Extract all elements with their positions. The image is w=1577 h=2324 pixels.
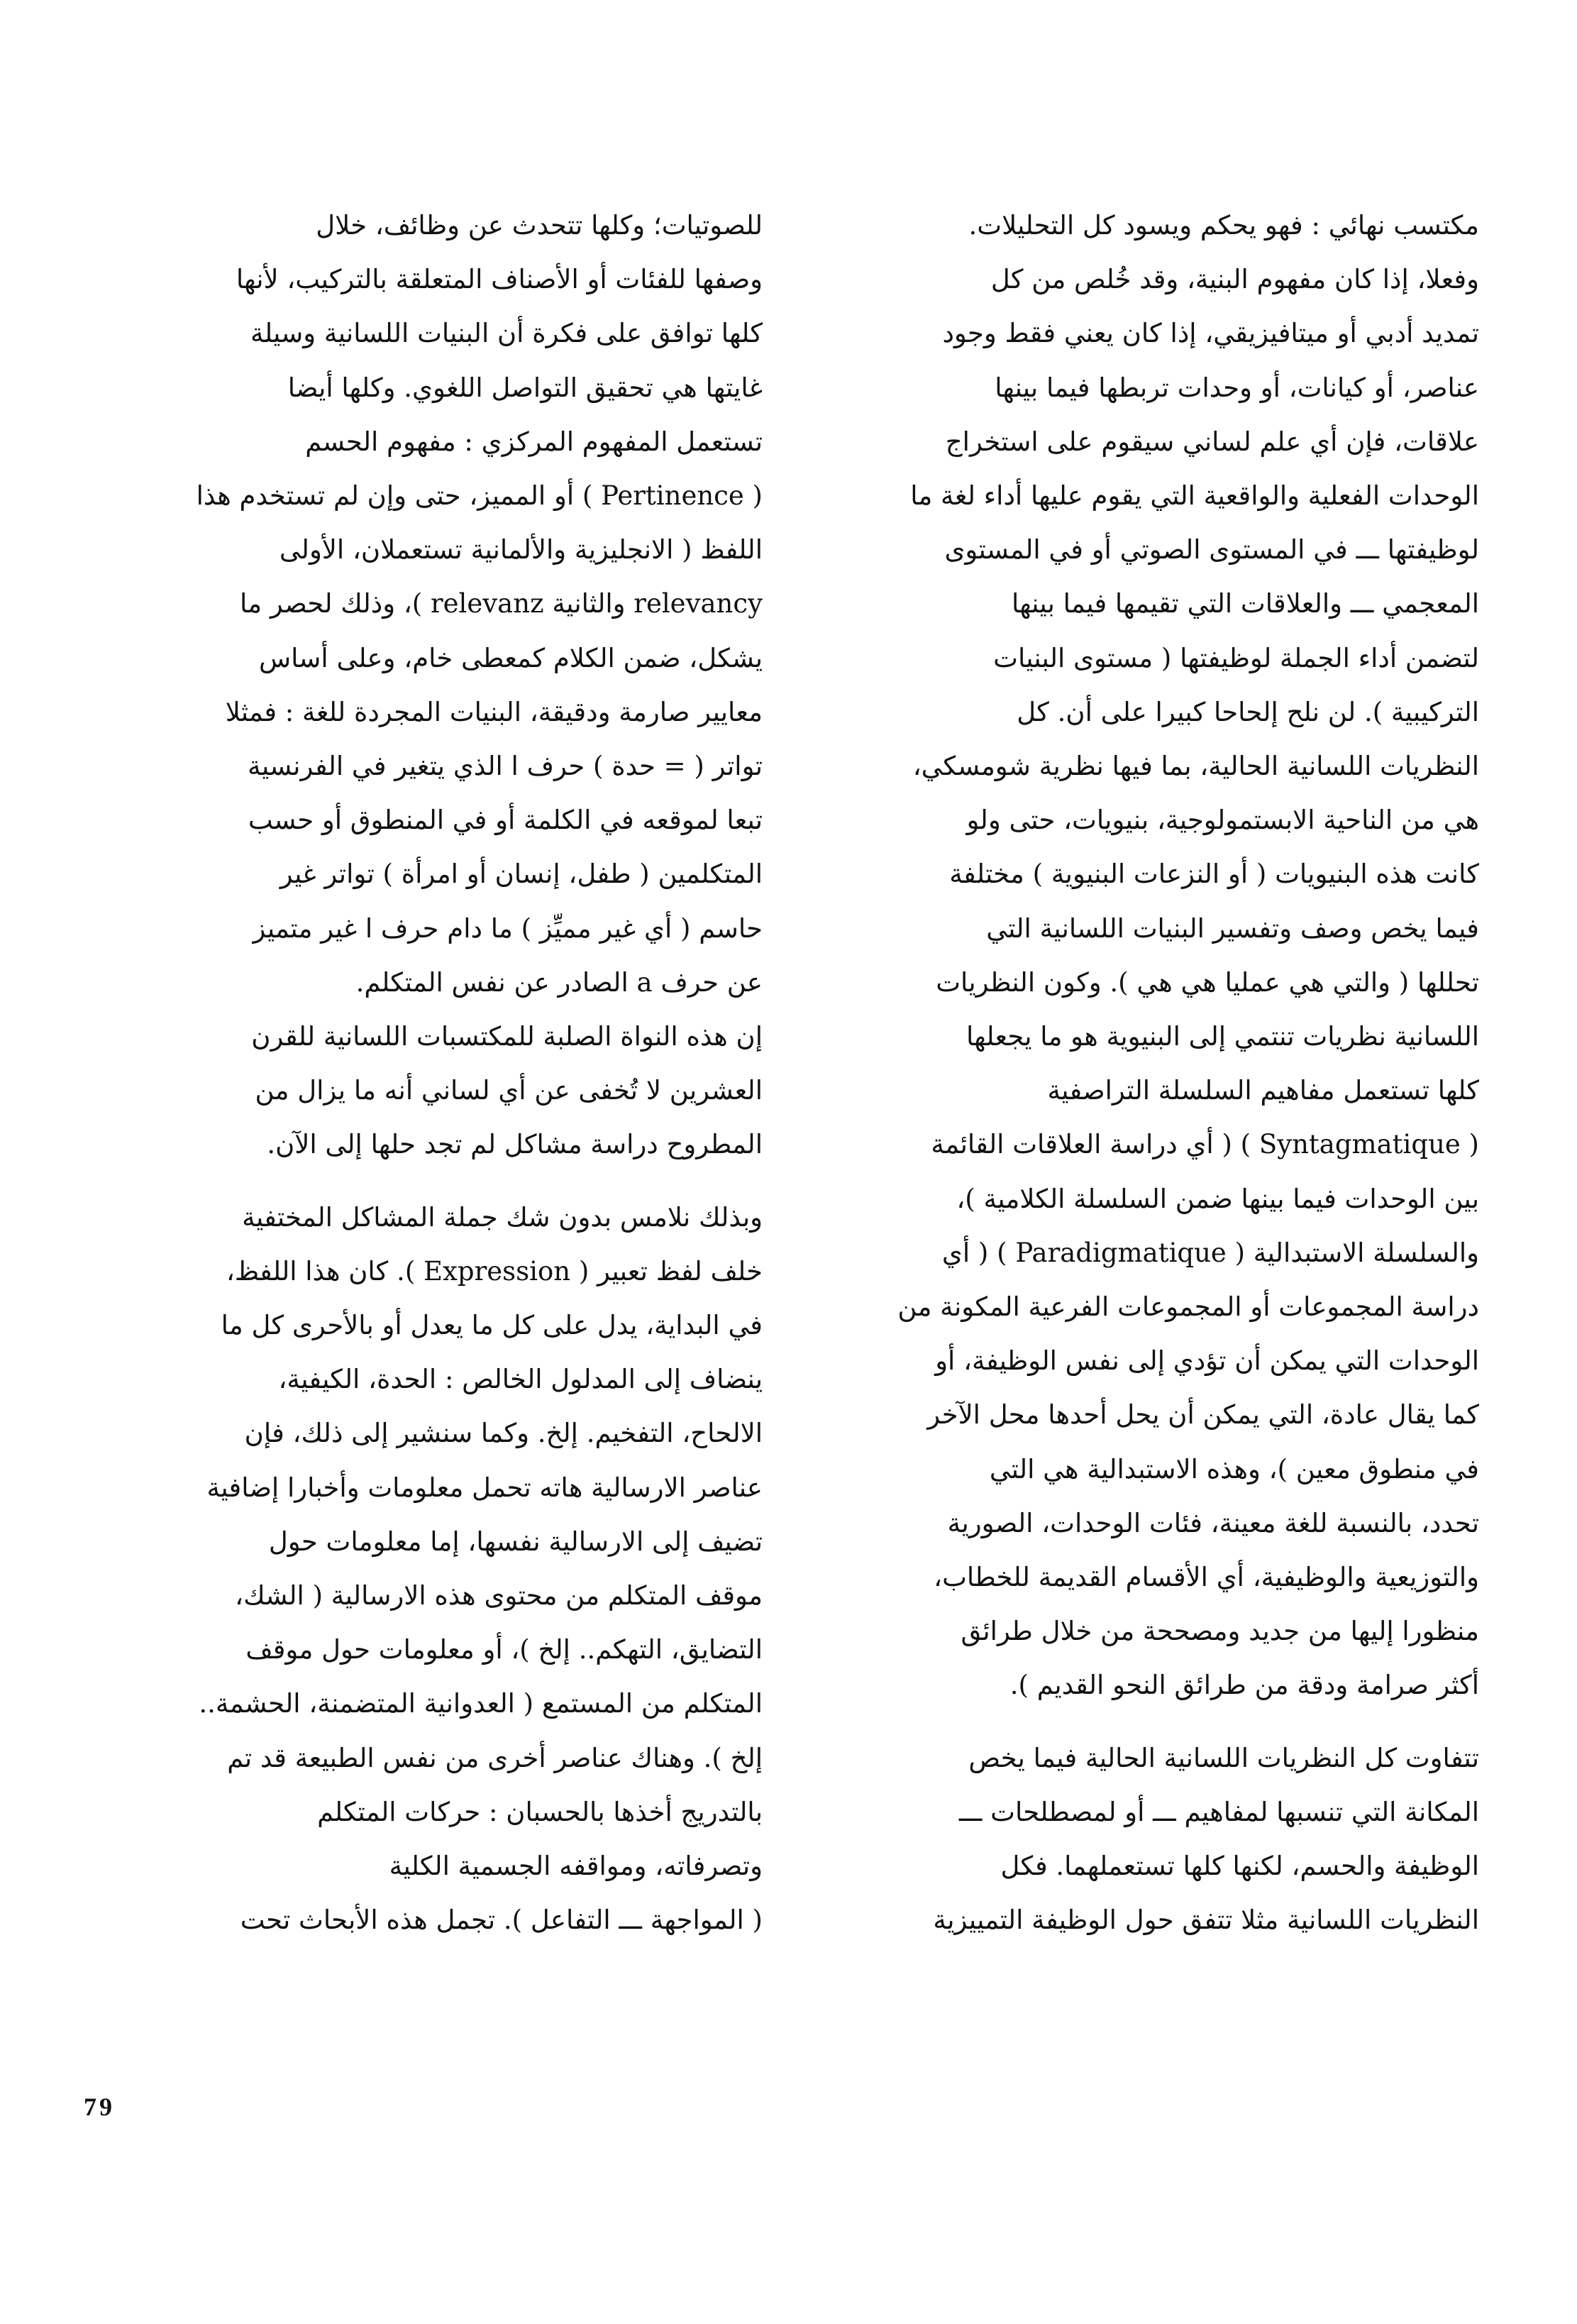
- text-line: كما يقال عادة، التي يمكن أن يحل أحدها محل الآخر: [927, 1399, 1479, 1431]
- text-line: تضيف إلى الارسالية نفسها، إما معلومات حول: [268, 1526, 763, 1557]
- text-line: تواتر ( = حدة ) حرف ا الذي يتغير في الفرنسية: [248, 751, 763, 782]
- text-line: المكانة التي تنسبها لمفاهيم ـــ أو لمصطلحات ـــ: [958, 1796, 1479, 1827]
- paragraph-gap: [805, 1713, 1479, 1731]
- text-line: فيما يخص وصف وتفسير البنيات اللسانية التي: [986, 913, 1479, 944]
- text-line: وبذلك نلامس بدون شك جملة المشاكل المختفية: [242, 1201, 763, 1233]
- text-line: تبعا لموقعه في الكلمة أو في المنطوق أو حسب: [248, 805, 763, 836]
- text-line: تستعمل المفهوم المركزي : مفهوم الحسم: [305, 426, 763, 457]
- text-line: في منطوق معين )، وهذه الاستبدالية هي التي: [989, 1453, 1479, 1485]
- text-line: كانت هذه البنيويات ( أو النزعات البنيوية ) مختلفة: [949, 859, 1479, 890]
- text-line: اللفظ ( الانجليزية والألمانية تستعملان، الأولى: [279, 534, 763, 566]
- text-line: تمديد أدبي أو ميتافيزيقي، إذا كان يعني فقط وجود: [942, 318, 1479, 349]
- text-line: دراسة المجموعات أو المجموعات الفرعية المكونة من: [897, 1292, 1479, 1323]
- text-line: عن حرف a الصادر عن نفس المتكلم.: [355, 967, 763, 998]
- text-line: للصوتيات؛ وكلها تتحدث عن وظائف، خلال: [316, 210, 763, 241]
- text-line: هي من الناحية الابستمولوجية، بنيويات، حتى ولو: [966, 805, 1479, 836]
- text-line: المتكلمين ( طفل، إنسان أو امرأة ) تواتر غير: [280, 859, 763, 890]
- text-line: الوحدات الفعلية والواقعية التي يقوم عليها أداء لغة ما: [910, 480, 1479, 512]
- text-line: إلخ ). وهناك عناصر أخرى من نفس الطبيعة قد تم: [227, 1742, 763, 1773]
- text-line: خلف لفظ تعبير ( Expression ). كان هذا اللفظ،: [226, 1255, 763, 1287]
- left-paragraph-2: [89, 1010, 763, 1172]
- text-line: عناصر الارسالية هاته تحمل معلومات وأخبارا إضافية: [206, 1472, 763, 1503]
- text-line: معايير صارمة ودقيقة، البنيات المجردة للغة : فمثلا: [225, 696, 763, 727]
- text-line: النظريات اللسانية الحالية، بما فيها نظرية شومسكي،: [912, 751, 1479, 782]
- text-line: ( Syntagmatique ) ( أي دراسة العلاقات القائمة: [931, 1129, 1479, 1160]
- text-line: إن هذه النواة الصلبة للمكتسبات اللسانية للقرن: [251, 1021, 763, 1052]
- text-line: المعجمي ـــ والعلاقات التي تقيمها فيما بينها: [1011, 588, 1479, 619]
- text-line: حاسم ( أي غير مميِّز ) ما دام حرف ا غير متميز: [253, 913, 763, 944]
- text-line: وتصرفاته، ومواقفه الجسمية الكلية: [389, 1851, 763, 1882]
- text-line: غايتها هي تحقيق التواصل اللغوي. وكلها أيضا: [287, 372, 763, 403]
- text-line: أكثر صرامة ودقة من طرائق النحو القديم ).: [1009, 1670, 1479, 1701]
- text-line: كلها تستعمل مفاهيم السلسلة التراصفية: [1047, 1075, 1479, 1106]
- text-line: العشرين لا تُخفى عن أي لساني أنه ما يزال من: [255, 1075, 763, 1106]
- paragraph-gap: [89, 1172, 763, 1191]
- text-line: اللسانية نظريات تنتمي إلى البنيوية هو ما يجعلها: [965, 1021, 1479, 1052]
- text-line: مكتسب نهائي : فهو يحكم ويسود كل التحليلات.: [968, 210, 1479, 241]
- text-line: بالتدريج أخذها بالحسبان : حركات المتكلم: [317, 1796, 763, 1827]
- text-line: عناصر، أو كيانات، أو وحدات تربطها فيما بينها: [995, 372, 1479, 403]
- left-paragraph-3: [89, 1191, 763, 1948]
- text-line: في البداية، يدل على كل ما يعدل أو بالأحرى كل ما: [221, 1310, 763, 1341]
- text-line: ( المواجهة ـــ التفاعل ). تجمل هذه الأبحاث تحت: [240, 1905, 763, 1936]
- text-line: النظريات اللسانية مثلا تتفق حول الوظيفة التمييزية: [933, 1905, 1479, 1936]
- text-line: ينضاف إلى المدلول الخالص : الحدة، الكيفية،: [278, 1364, 763, 1395]
- left-column: [89, 199, 763, 1948]
- text-line: التركيبية ). لن نلح إلحاحا كبيرا على أن. كل: [1017, 696, 1479, 727]
- text-line: الالحاح، التفخيم. إلخ. وكما سنشير إلى ذلك، فإن: [244, 1418, 763, 1449]
- page-number: 79: [84, 2093, 115, 2121]
- text-line: والتوزيعية والوظيفية، أي الأقسام القديمة للخطاب،: [934, 1562, 1479, 1593]
- text-line: لوظيفتها ـــ في المستوى الصوتي أو في المستوى: [944, 534, 1479, 566]
- text-line: علاقات، فإن أي علم لساني سيقوم على استخراج: [945, 426, 1479, 457]
- right-paragraph-2: [805, 1731, 1479, 1948]
- text-line: ( Pertinence ) أو المميز، حتى وإن لم تستخدم هذا: [196, 480, 763, 512]
- text-line: تتفاوت كل النظريات اللسانية الحالية فيما يخص: [968, 1742, 1479, 1773]
- text-line: المطروح دراسة مشاكل لم تجد حلها إلى الآن.: [267, 1129, 763, 1160]
- text-line: بين الوحدات فيما بينها ضمن السلسلة الكلامية )،: [956, 1183, 1479, 1214]
- text-line: يشكل، ضمن الكلام كمعطى خام، وعلى أساس: [258, 642, 763, 673]
- text-line: المتكلم من المستمع ( العدوانية المتضمنة، الحشمة..: [199, 1688, 763, 1719]
- text-line: التضايق، التهكم.. إلخ )، أو معلومات حول موقف: [245, 1634, 763, 1665]
- text-line: كلها توافق على فكرة أن البنيات اللسانية وسيلة: [250, 318, 763, 349]
- left-paragraph-1: [89, 199, 763, 1010]
- right-paragraph-1: [805, 199, 1479, 1713]
- text-line: تحللها ( والتي هي عمليا هي هي ). وكون النظريات: [936, 967, 1479, 998]
- text-line: الوظيفة والحسم، لكنها كلها تستعملهما. فكل: [1000, 1851, 1479, 1882]
- text-line: relevancy والثانية relevanz )، وذلك لحصر ما: [239, 588, 763, 619]
- text-line: موقف المتكلم من محتوى هذه الارسالية ( الشك،: [235, 1580, 763, 1612]
- text-line: وصفها للفئات أو الأصناف المتعلقة بالتركيب، لأنها: [236, 264, 763, 295]
- text-line: تحدد، بالنسبة للغة معينة، فئات الوحدات، الصورية: [947, 1507, 1479, 1538]
- text-line: الوحدات التي يمكن أن تؤدي إلى نفس الوظيفة، أو: [935, 1345, 1479, 1377]
- text-line: والسلسلة الاستبدالية ( Paradigmatique ) ( أي: [941, 1237, 1479, 1268]
- text-line: لتضمن أداء الجملة لوظيفتها ( مستوى البنيات: [993, 642, 1479, 673]
- text-line: منظورا إليها من جديد ومصححة من خلال طرائق: [961, 1616, 1479, 1647]
- right-column: [805, 199, 1479, 1948]
- text-line: وفعلا، إذا كان مفهوم البنية، وقد خُلص من كل: [990, 264, 1479, 295]
